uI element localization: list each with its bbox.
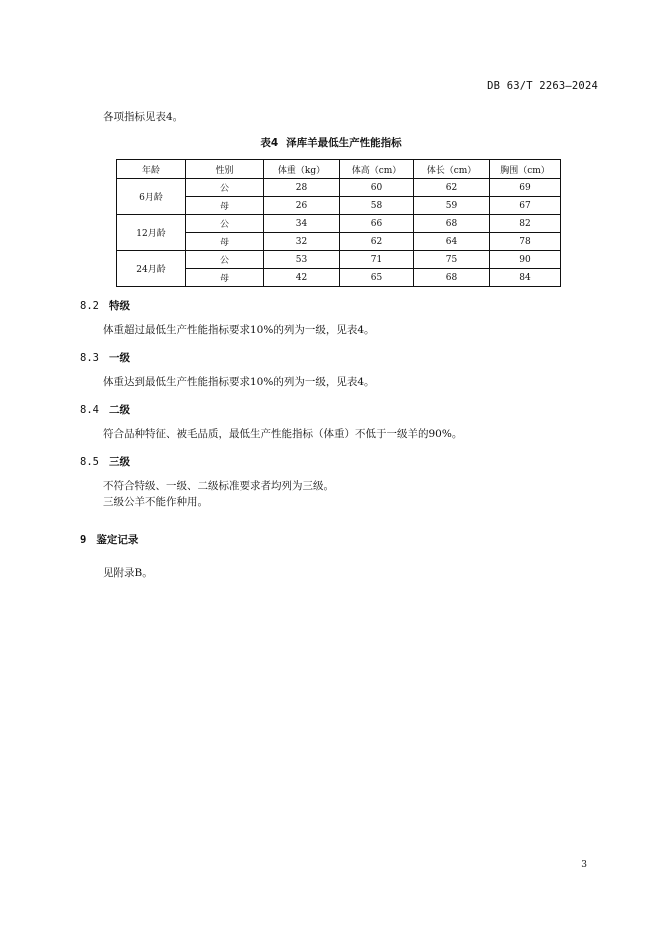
section-number: 8.3 [80,352,99,364]
age-cell: 12月龄 [117,215,186,251]
section-9-heading [80,532,138,547]
section-title: 一级 [108,352,130,364]
length-cell: 75 [414,251,490,269]
header-length: 体长（cm） [414,160,490,179]
header-height: 体高（cm） [340,160,414,179]
section-number: 9 [80,534,87,546]
table-caption-number: 表4 [260,137,279,149]
performance-table [116,159,561,287]
chest-cell: 90 [490,251,561,269]
table-header-row [117,160,561,179]
age-cell: 24月龄 [117,251,186,287]
chest-cell: 67 [490,197,561,215]
section-8-2-text: 体重超过最低生产性能指标要求10%的列为一级，见表4。 [103,324,375,336]
table-row [117,251,561,269]
height-cell: 60 [340,179,414,197]
table-row [117,215,561,233]
section-title: 二级 [108,404,130,416]
section-8-4-text: 符合品种特征、被毛品质，最低生产性能指标（体重）不低于一级羊的90%。 [103,428,463,440]
weight-cell: 53 [264,251,340,269]
sex-cell: 公 [186,179,264,197]
weight-cell: 26 [264,197,340,215]
table-caption [0,135,662,150]
section-8-5-text-2: 三级公羊不能作种用。 [103,496,208,508]
section-8-3-text: 体重达到最低生产性能指标要求10%的列为一级，见表4。 [103,376,375,388]
sex-cell: 母 [186,233,264,251]
section-number: 8.5 [80,456,99,468]
length-cell: 62 [414,179,490,197]
weight-cell: 32 [264,233,340,251]
height-cell: 65 [340,269,414,287]
table-row [117,179,561,197]
length-cell: 68 [414,215,490,233]
section-title: 特级 [108,300,130,312]
height-cell: 66 [340,215,414,233]
section-title: 鉴定记录 [96,534,139,546]
section-number: 8.4 [80,404,99,416]
length-cell: 68 [414,269,490,287]
length-cell: 64 [414,233,490,251]
weight-cell: 34 [264,215,340,233]
section-8-4-heading [80,402,130,417]
section-8-5-text-1: 不符合特级、一级、二级标准要求者均列为三级。 [103,480,334,492]
table-caption-title: 泽库羊最低生产性能指标 [286,137,402,149]
section-title: 三级 [108,456,130,468]
section-number: 8.2 [80,300,99,312]
section-8-5-heading [80,454,130,469]
sex-cell: 母 [186,269,264,287]
header-age: 年龄 [117,160,186,179]
intro-text: 各项指标见表4。 [103,111,184,123]
age-cell: 6月龄 [117,179,186,215]
section-8-2-heading [80,298,130,313]
height-cell: 71 [340,251,414,269]
section-9-text: 见附录B。 [103,567,153,579]
height-cell: 58 [340,197,414,215]
chest-cell: 69 [490,179,561,197]
weight-cell: 28 [264,179,340,197]
height-cell: 62 [340,233,414,251]
length-cell: 59 [414,197,490,215]
header-weight: 体重（kg） [264,160,340,179]
chest-cell: 78 [490,233,561,251]
header-sex: 性别 [186,160,264,179]
chest-cell: 84 [490,269,561,287]
page-number: 3 [581,860,587,870]
header-chest: 胸围（cm） [490,160,561,179]
document-code: DB 63/T 2263—2024 [487,80,598,92]
weight-cell: 42 [264,269,340,287]
chest-cell: 82 [490,215,561,233]
sex-cell: 公 [186,215,264,233]
sex-cell: 公 [186,251,264,269]
sex-cell: 母 [186,197,264,215]
section-8-3-heading [80,350,130,365]
